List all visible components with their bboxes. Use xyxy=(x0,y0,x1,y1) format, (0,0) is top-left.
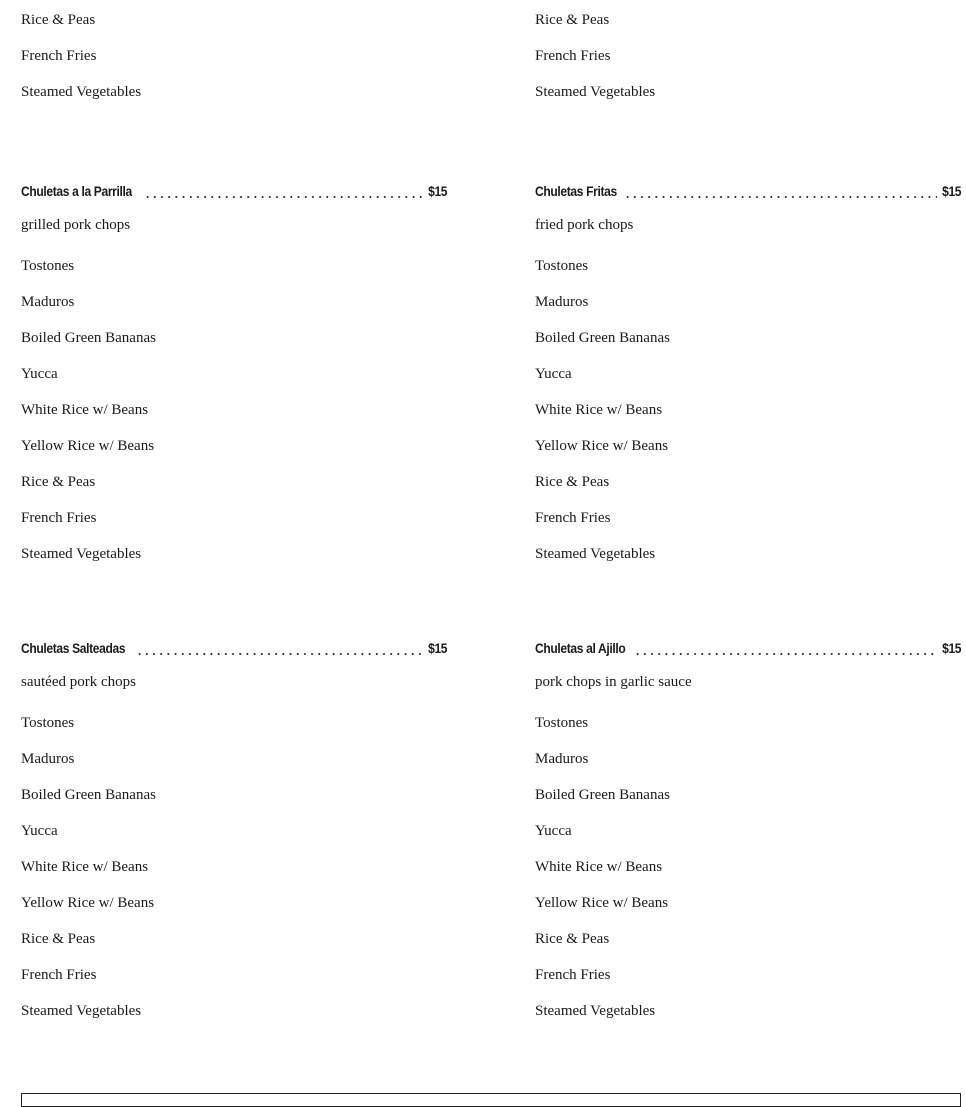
side-item: Yellow Rice w/ Beans xyxy=(21,438,155,454)
side-list xyxy=(21,713,156,1037)
side-item: Steamed Vegetables xyxy=(21,84,142,100)
side-item: Rice & Peas xyxy=(535,931,610,947)
side-item: Yellow Rice w/ Beans xyxy=(535,895,669,911)
dot-leader xyxy=(624,185,937,199)
side-item: Boiled Green Bananas xyxy=(21,330,156,346)
side-item: Tostones xyxy=(535,715,589,731)
side-item: Steamed Vegetables xyxy=(21,1003,142,1019)
side-item: French Fries xyxy=(535,510,611,526)
side-list-top-left xyxy=(21,10,141,118)
side-list xyxy=(21,256,156,580)
side-item: Maduros xyxy=(535,751,589,767)
side-item: White Rice w/ Beans xyxy=(21,402,149,418)
side-item: Yucca xyxy=(535,823,572,839)
side-item: Maduros xyxy=(535,294,589,310)
menu-item-name: Chuletas Salteadas xyxy=(21,640,126,656)
menu-item-name: Chuletas Fritas xyxy=(535,183,617,199)
side-item: White Rice w/ Beans xyxy=(535,402,663,418)
menu-item-header xyxy=(535,635,961,657)
side-item: Rice & Peas xyxy=(21,931,96,947)
menu-item-price: $15 xyxy=(427,640,447,656)
side-item: Maduros xyxy=(21,751,75,767)
side-item: French Fries xyxy=(535,48,611,64)
side-item: Steamed Vegetables xyxy=(535,84,656,100)
side-item: Tostones xyxy=(535,258,589,274)
menu-item-name: Chuletas al Ajillo xyxy=(535,640,626,656)
side-item: French Fries xyxy=(21,48,97,64)
side-item: Yucca xyxy=(535,366,572,382)
dot-leader xyxy=(634,642,937,656)
menu-item-header xyxy=(21,635,447,657)
side-item: Boiled Green Bananas xyxy=(535,330,670,346)
side-item: White Rice w/ Beans xyxy=(535,859,663,875)
side-item: French Fries xyxy=(21,967,97,983)
menu-item-price: $15 xyxy=(941,640,961,656)
side-item: Tostones xyxy=(21,715,75,731)
side-list xyxy=(535,256,670,580)
side-item: French Fries xyxy=(21,510,97,526)
menu-item-header xyxy=(535,178,961,200)
menu-item-description: grilled pork chops xyxy=(21,217,131,233)
side-item: Rice & Peas xyxy=(21,12,96,28)
side-list-top-right xyxy=(535,10,655,118)
side-item: Yucca xyxy=(21,823,58,839)
menu-item-description: fried pork chops xyxy=(535,217,634,233)
menu-item-header xyxy=(21,178,447,200)
menu-item-name: Chuletas a la Parrilla xyxy=(21,183,132,199)
side-item: French Fries xyxy=(535,967,611,983)
menu-item-description: sautéed pork chops xyxy=(21,674,136,690)
bottom-border-box xyxy=(21,1093,961,1107)
side-item: Steamed Vegetables xyxy=(535,546,656,562)
side-item: Steamed Vegetables xyxy=(535,1003,656,1019)
side-item: Yucca xyxy=(21,366,58,382)
menu-item-price: $15 xyxy=(427,183,447,199)
dot-leader xyxy=(136,642,423,656)
side-item: Maduros xyxy=(21,294,75,310)
side-item: Yellow Rice w/ Beans xyxy=(535,438,669,454)
side-item: Boiled Green Bananas xyxy=(21,787,156,803)
side-item: Rice & Peas xyxy=(535,12,610,28)
side-item: White Rice w/ Beans xyxy=(21,859,149,875)
side-item: Yellow Rice w/ Beans xyxy=(21,895,155,911)
side-item: Steamed Vegetables xyxy=(21,546,142,562)
side-list xyxy=(535,713,670,1037)
side-item: Rice & Peas xyxy=(535,474,610,490)
menu-item-description: pork chops in garlic sauce xyxy=(535,674,692,690)
menu-item-price: $15 xyxy=(941,183,961,199)
side-item: Tostones xyxy=(21,258,75,274)
dot-leader xyxy=(144,185,423,199)
side-item: Boiled Green Bananas xyxy=(535,787,670,803)
side-item: Rice & Peas xyxy=(21,474,96,490)
